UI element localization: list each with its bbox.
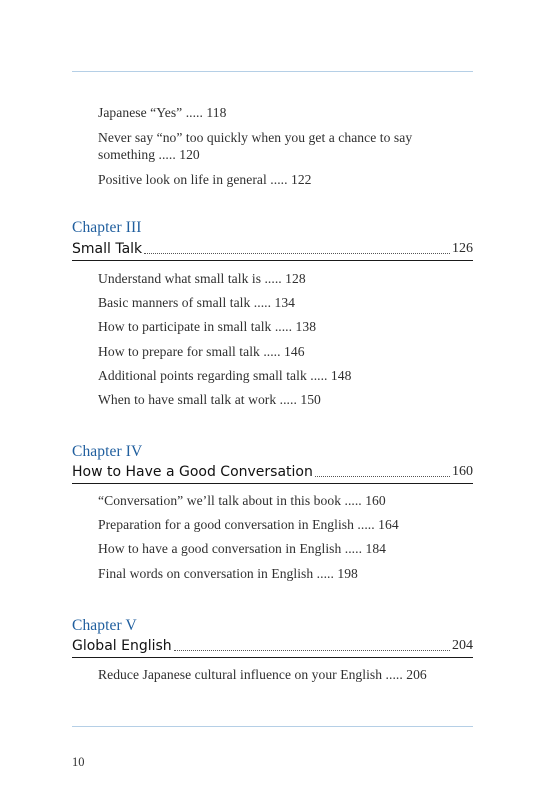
page-number: 10 xyxy=(72,755,85,769)
toc-entry: Basic manners of small talk ..... 134 xyxy=(98,295,296,310)
chapter-title: Small Talk xyxy=(72,241,143,257)
chapter-label: Chapter IV xyxy=(72,443,143,460)
dot-leader xyxy=(174,650,450,651)
chapter-label: Chapter V xyxy=(72,617,137,634)
chapter-page: 160 xyxy=(452,464,473,479)
dot-leader xyxy=(144,253,450,254)
toc-entry: Preparation for a good conversation in English ..... 164 xyxy=(98,517,399,532)
toc-entry: Understand what small talk is ..... 128 xyxy=(98,271,306,286)
toc-entry: How to prepare for small talk ..... 146 xyxy=(98,344,305,359)
toc-entry: Additional points regarding small talk ..... 148 xyxy=(98,368,352,383)
chapter-title-row xyxy=(72,461,473,481)
chapter-title: Global English xyxy=(72,638,172,654)
chapter-title-row xyxy=(72,635,473,655)
bottom-rule xyxy=(72,726,473,727)
chapter-underline xyxy=(72,483,473,484)
toc-entry: Japanese “Yes” ..... 118 xyxy=(98,105,227,120)
toc-entry: Reduce Japanese cultural influence on your English ..... 206 xyxy=(98,667,427,682)
dot-leader xyxy=(315,476,450,477)
toc-entry: Never say “no” too quickly when you get a chance to say xyxy=(98,130,413,145)
toc-entry: Final words on conversation in English ..... 198 xyxy=(98,566,358,581)
toc-entry: Positive look on life in general ..... 122 xyxy=(98,172,312,187)
chapter-page: 204 xyxy=(452,638,473,653)
chapter-underline xyxy=(72,260,473,261)
chapter-underline xyxy=(72,657,473,658)
chapter-label: Chapter III xyxy=(72,219,142,236)
chapter-page: 126 xyxy=(452,241,473,256)
chapter-title: How to Have a Good Conversation xyxy=(72,464,313,480)
chapter-title-row xyxy=(72,238,473,258)
toc-entry: How to participate in small talk ..... 138 xyxy=(98,319,317,334)
toc-entry: When to have small talk at work ..... 150 xyxy=(98,392,321,407)
top-rule xyxy=(72,71,473,72)
toc-entry: How to have a good conversation in English ..... 184 xyxy=(98,541,387,556)
toc-entry: “Conversation” we’ll talk about in this book ..... 160 xyxy=(98,493,386,508)
toc-entry-continuation: something ..... 120 xyxy=(98,147,200,162)
